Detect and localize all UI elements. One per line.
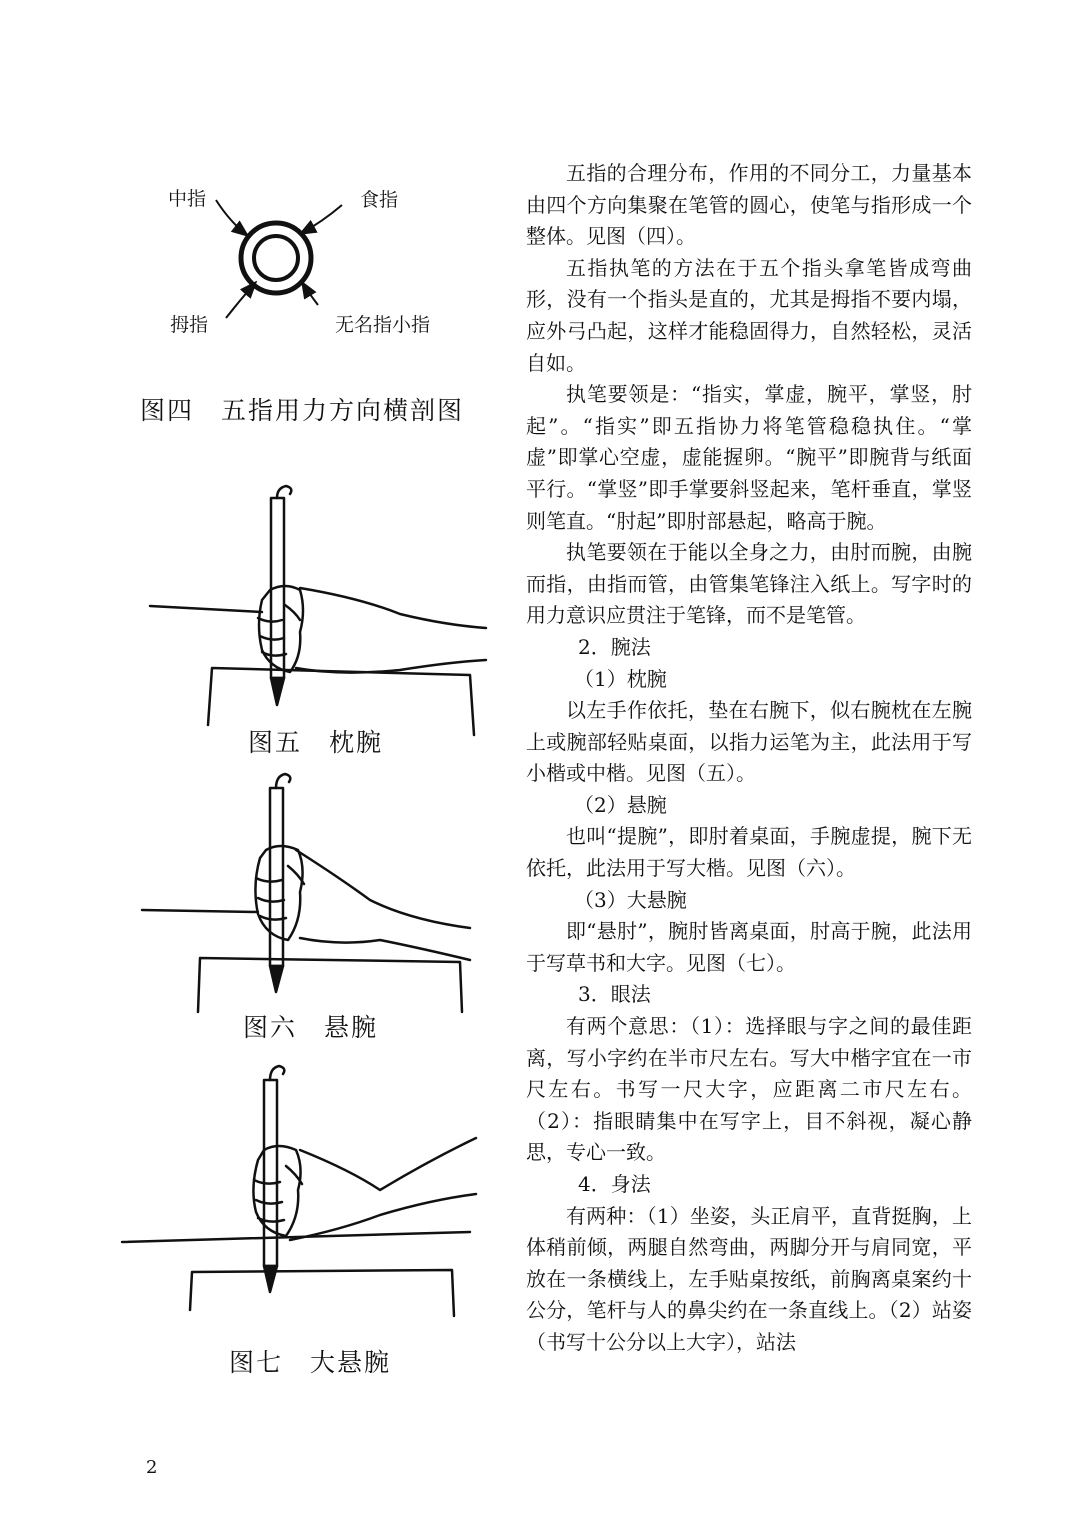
figure-5-caption: 图五 枕腕 [248, 728, 384, 757]
section-heading-body-method: 4．身法 [578, 1172, 651, 1196]
body-text-column [526, 158, 972, 1359]
figure-7-caption: 图七 大悬腕 [229, 1348, 392, 1377]
paragraph-finger-distribution: 五指的合理分布，作用的不同分工，力量基本由四个方向集聚在笔管的圆心，使笔与指形成一个整体。见图（四）。 [526, 161, 972, 249]
desk-line [122, 1232, 470, 1242]
paragraph-suspended-wrist: 也叫“提腕”，即肘着桌面，手腕虚提，腕下无依托，此法用于写大楷。见图（六）。 [526, 824, 972, 881]
figure-6-caption: 图六 悬腕 [243, 1013, 379, 1042]
brush-loop [270, 1066, 284, 1080]
paragraph-whole-body-force: 执笔要领在于能以全身之力，由肘而腕，由腕而指，由指而管，由管集笔锋注入纸上。写字时的用力意识应贯注于笔锋，而不是笔管。 [526, 540, 972, 628]
paragraph-holding-method: 五指执笔的方法在于五个指头拿笔皆成弯曲形，没有一个指头是直的，尤其是拇指不要内塌，应外弓凸起，这样才能稳固得力，自然轻松，灵活自如。 [526, 255, 972, 375]
arm-upper [300, 1138, 476, 1190]
paragraph-holding-essentials: 执笔要领是：“指实，掌虚，腕平，掌竖，肘起”。“指实”即五指协力将笔管稳稳执住。“掌虚”即掌心空虚，虚能握卵。“腕平”即腕背与纸面平行。“掌竖”即手掌要斜竖起来，笔杆垂直，掌竖则笔直。“肘起”即肘部悬起，略高于腕。 [526, 382, 972, 533]
page-number: 2 [146, 1457, 158, 1478]
label-middle-finger: 中指 [168, 188, 207, 210]
label-ring-little-finger: 无名指小指 [335, 314, 431, 336]
paragraph-high-suspended-wrist: 即“悬肘”，腕肘皆离桌面，肘高于腕，此法用于写草书和大字。见图（七）。 [526, 919, 972, 975]
paper-edge [190, 1270, 454, 1316]
figure-4-caption: 图四 五指用力方向横剖图 [140, 396, 465, 425]
section-heading-eye-method: 3．眼法 [578, 982, 651, 1007]
subheading-suspended-wrist: （2）悬腕 [574, 792, 667, 817]
paragraph-body-method: 有两种：（1）坐姿，头正肩平，直背挺胸，上体稍前倾，两腿自然弯曲，两脚分开与肩同宽，平放在一条横线上，左手贴桌按纸，前胸离桌案约十公分，笔杆与人的鼻尖约在一条直线上。（2）站姿（书写十公分以上大字），站法 [526, 1203, 972, 1354]
brush-tip [264, 1266, 277, 1292]
subheading-high-suspended-wrist: （3）大悬腕 [574, 887, 687, 912]
paragraph-eye-method: 有两个意思：（1）：选择眼与字之间的最佳距离，写小字约在半市尺左右。写大中楷字宜在一市尺左右。书写一尺大字，应距离二市尺左右。（2）：指眼睛集中在写字上，目不斜视，凝心静思，专心一致。 [526, 1014, 972, 1165]
subheading-pillowed-wrist: （1）枕腕 [574, 666, 667, 691]
section-heading-wrist-method: 2．腕法 [578, 634, 651, 659]
label-index-finger: 食指 [360, 189, 399, 211]
label-thumb: 拇指 [170, 314, 209, 336]
paragraph-pillowed-wrist: 以左手作依托，垫在右腕下，似右腕枕在左腕上或腕部轻贴桌面，以指力运笔为主，此法用于写小楷或中楷。见图（五）。 [526, 698, 972, 786]
